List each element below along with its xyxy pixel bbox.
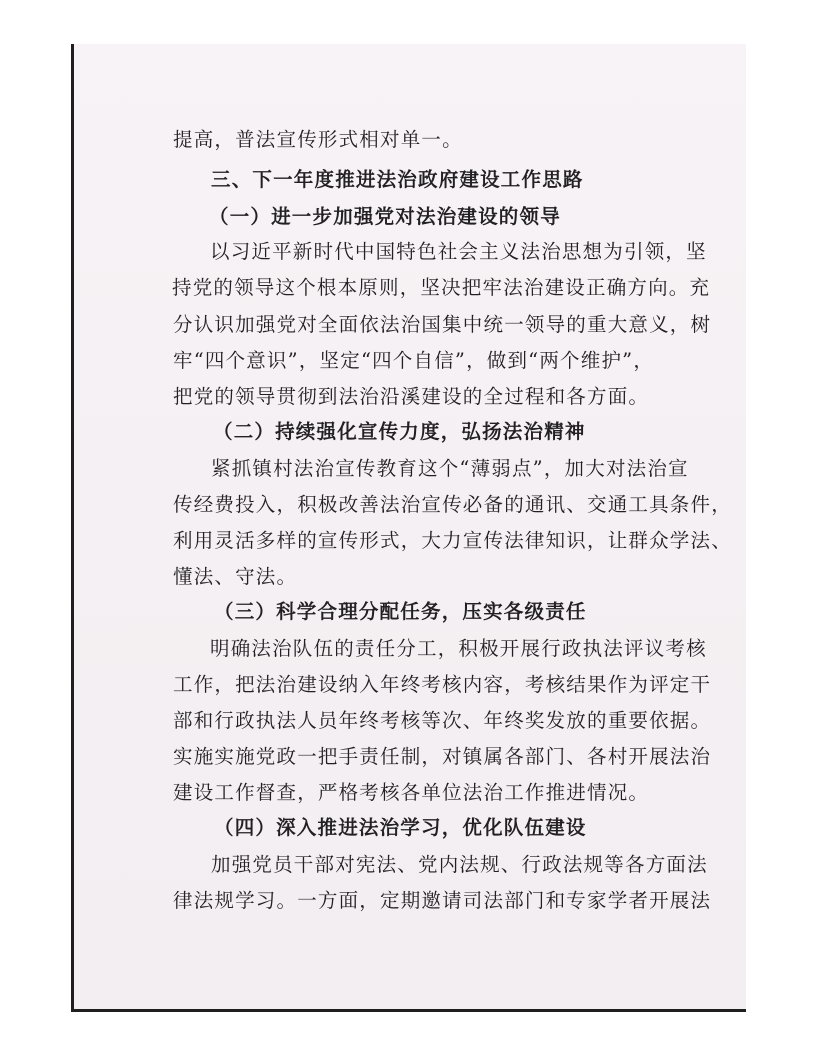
text-line: 提高，普法宣传形式相对单一。: [173, 128, 463, 151]
document-body: [74, 44, 746, 1009]
text-line: 明确法治队伍的责任分工，积极开展行政执法评议考核: [210, 637, 707, 660]
text-line: 紧抓镇村法治宣传教育这个“薄弱点”，加大对法治宣: [211, 457, 689, 480]
text-line: 加强党员干部对宪法、党内法规、行政法规等各方面法: [211, 853, 708, 876]
text-line: 持党的领导这个根本原则，坚决把牢法治建设正确方向。充: [172, 276, 711, 299]
text-line: 律法规学习。一方面，定期邀请司法部门和专家学者开展法: [173, 889, 712, 912]
text-line: 工作，把法治建设纳入年终考核内容，考核结果作为评定干: [173, 673, 712, 696]
subsection-heading: （一）进一步加强党对法治建设的领导: [209, 205, 561, 228]
text-line: 把党的领导贯彻到法治沿溪建设的全过程和各方面。: [173, 385, 650, 408]
text-line: 建设工作督查，严格考核各单位法治工作推进情况。: [173, 781, 650, 804]
text-line: 牢“四个意识”，坚定“四个自信”，做到“两个维护”，: [173, 349, 655, 372]
text-line: 实施实施党政一把手责任制，对镇属各部门、各村开展法治: [173, 745, 712, 768]
text-line: 部和行政执法人员年终考核等次、年终奖发放的重要依据。: [173, 709, 712, 732]
subsection-heading: （四）深入推进法治学习，优化队伍建设: [214, 816, 587, 839]
text-line: 传经费投入，积极改善法治宣传必备的通讯、交通工具条件，: [173, 493, 732, 516]
text-line: 利用灵活多样的宣传形式，大力宣传法律知识，让群众学法、: [173, 529, 732, 552]
scanned-page: [71, 44, 746, 1012]
section-heading: 三、下一年度推进法治政府建设工作思路: [211, 168, 584, 191]
text-line: 分认识加强党对全面依法治国集中统一领导的重大意义，树: [173, 313, 712, 336]
subsection-heading: （三）科学合理分配任务，压实各级责任: [214, 600, 587, 623]
subsection-heading: （二）持续强化宣传力度，弘扬法治精神: [213, 420, 586, 443]
text-line: 以习近平新时代中国特色社会主义法治思想为引领，坚: [210, 240, 707, 263]
text-line: 懂法、守法。: [173, 565, 298, 588]
